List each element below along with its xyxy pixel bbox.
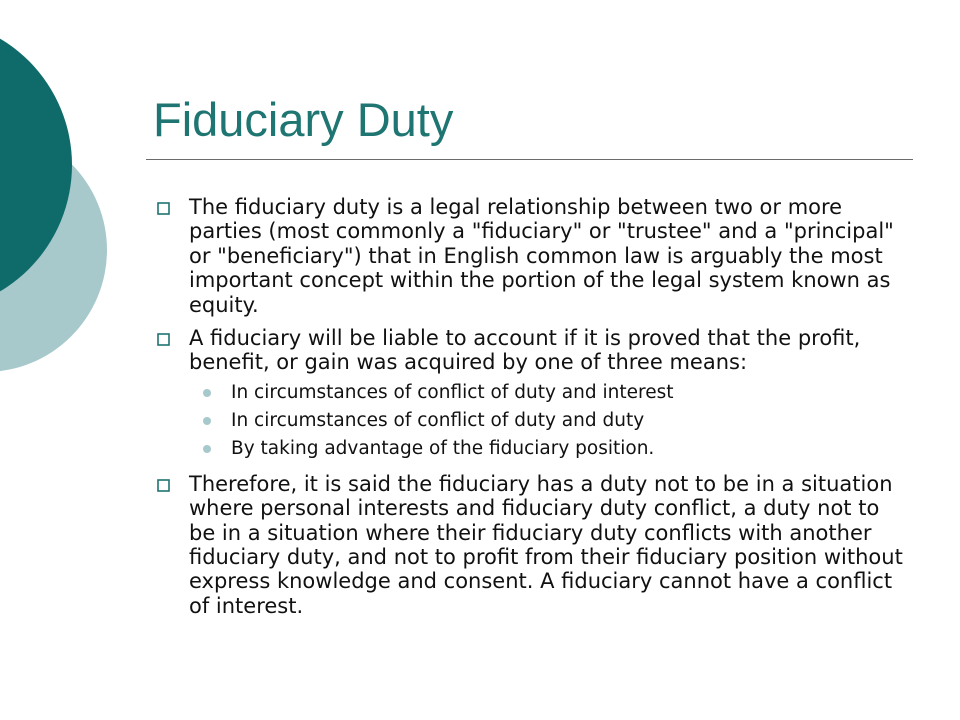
hollow-square-bullet-icon <box>157 333 170 346</box>
sub-bullet-text: In circumstances of conflict of duty and duty <box>231 409 645 431</box>
round-dot-bullet-icon <box>203 417 211 425</box>
bullet-item <box>0 472 903 618</box>
sub-bullet-text: In circumstances of conflict of duty and interest <box>231 381 674 403</box>
bullet-list <box>0 195 960 627</box>
round-dot-bullet-icon <box>203 389 211 397</box>
bullet-text: Therefore, it is said the fiduciary has a duty not to be in a situation where personal interests and fiduciary duty conflict, a duty not to be in a situation where their fiduciary duty conflicts with another fiduciary duty, and not to profit from their fiduciary position without express knowledge and consent. A fiduciary cannot have a conflict of interest. <box>189 471 903 618</box>
sub-bullet-list <box>189 379 903 463</box>
title-divider <box>146 159 913 160</box>
slide-title: Fiduciary Duty <box>153 93 454 146</box>
sub-bullet-item <box>231 435 903 463</box>
hollow-square-bullet-icon <box>157 479 170 492</box>
sub-bullet-item <box>231 379 903 407</box>
sub-bullet-text: By taking advantage of the fiduciary position. <box>231 437 655 459</box>
bullet-text: The fiduciary duty is a legal relationship between two or more parties (most commonly a "fiduciary" or "trustee" and a "principal" or "beneficiary") that in English common law is arguably the most important concept within the portion of the legal system known as equity. <box>189 195 894 317</box>
hollow-square-bullet-icon <box>157 202 170 215</box>
bullet-text: A fiduciary will be liable to account if it is proved that the profit, benefit, or gain was acquired by one of three means: <box>189 326 861 375</box>
bullet-item <box>0 195 903 317</box>
sub-bullet-item <box>231 407 903 435</box>
round-dot-bullet-icon <box>203 445 211 453</box>
bullet-item <box>0 326 903 463</box>
